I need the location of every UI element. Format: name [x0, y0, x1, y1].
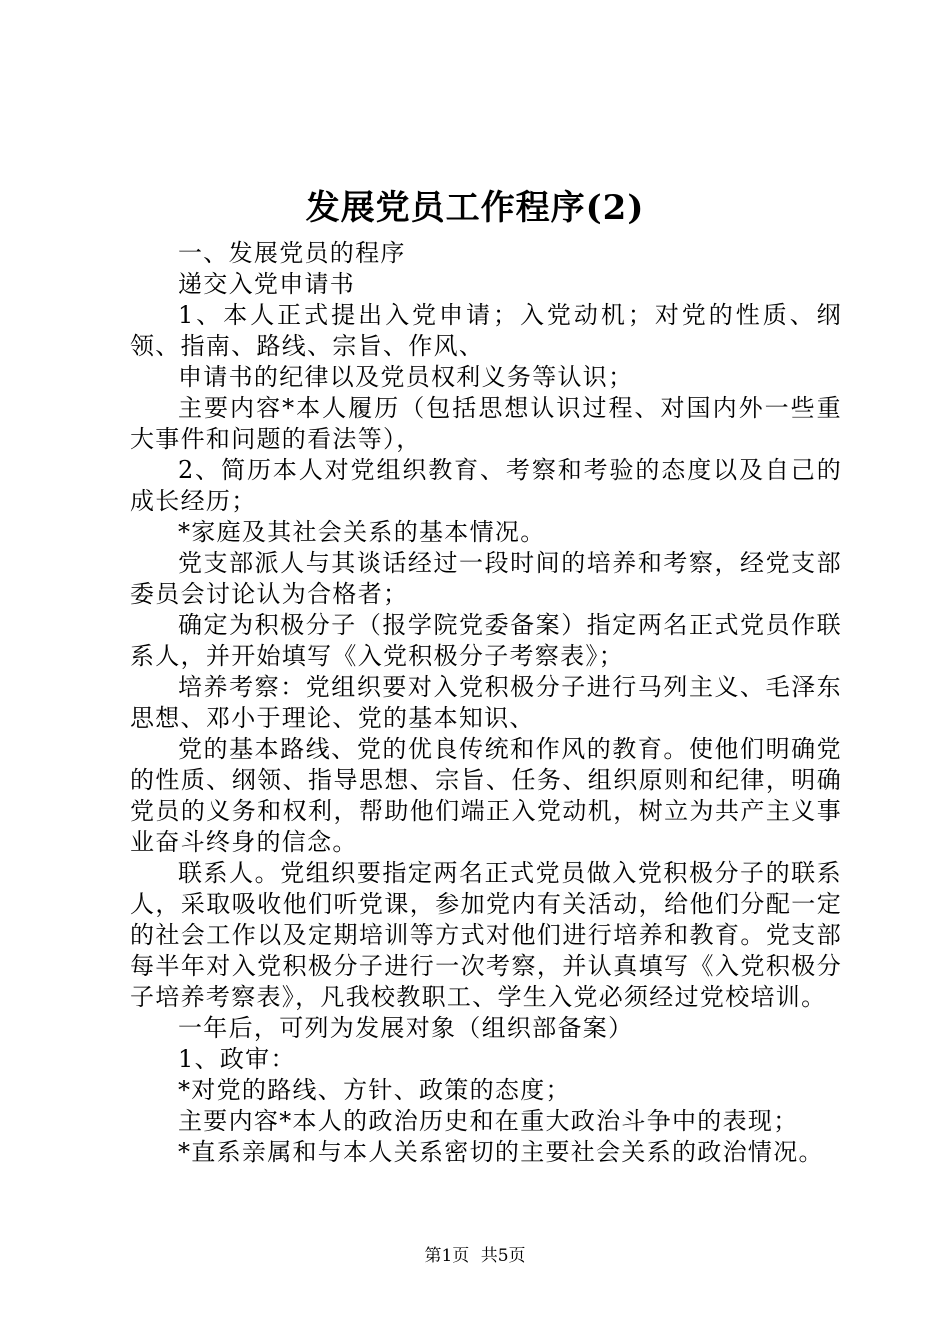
page-footer [0, 1244, 950, 1268]
page-number: 第1页 [424, 1246, 470, 1266]
document-body [130, 238, 842, 1168]
paragraph: 1、本人正式提出入党申请；入党动机；对党的性质、纲领、指南、路线、宗旨、作风、 [130, 301, 842, 360]
paragraph: 主要内容*本人的政治历史和在重大政治斗争中的表现； [178, 1107, 799, 1135]
paragraph: 培养考察：党组织要对入党积极分子进行马列主义、毛泽东思想、邓小于理论、党的基本知识、 [130, 673, 842, 732]
paragraph: *家庭及其社会关系的基本情况。 [178, 518, 546, 546]
paragraph: 递交入党申请书 [178, 270, 356, 298]
paragraph: *对党的路线、方针、政策的态度； [178, 1076, 571, 1104]
paragraph: 申请书的纪律以及党员权利义务等认识； [178, 363, 634, 391]
paragraph: 主要内容*本人履历（包括思想认识过程、对国内外一些重大事件和问题的看法等）， [130, 394, 842, 453]
paragraph: 一、发展党员的程序 [178, 239, 406, 267]
paragraph: 联系人。党组织要指定两名正式党员做入党积极分子的联系人，采取吸收他们听党课，参加党内有关活动，给他们分配一定的社会工作以及定期培训等方式对他们进行培养和教育。党支部每半年对入党积极分子进行一次考察，并认真填写《入党积极分子培养考察表》，凡我校教职工、学生入党必须经过党校培训。 [130, 859, 842, 1011]
paragraph: 一年后，可列为发展对象（组织部备案） [178, 1014, 634, 1042]
paragraph: 确定为积极分子（报学院党委备案）指定两名正式党员作联系人，并开始填写《入党积极分子考察表》； [130, 611, 842, 670]
paragraph: 党支部派人与其谈话经过一段时间的培养和考察，经党支部委员会讨论认为合格者； [130, 549, 842, 608]
paragraph: 1、政审： [178, 1045, 296, 1073]
document-title: 发展党员工作程序(2) [305, 188, 645, 228]
paragraph: 2、简历本人对党组织教育、考察和考验的态度以及自己的成长经历； [130, 456, 842, 515]
page-total: 共5页 [480, 1246, 526, 1266]
paragraph: 党的基本路线、党的优良传统和作风的教育。使他们明确党的性质、纲领、指导思想、宗旨、任务、组织原则和纪律，明确党员的义务和权利，帮助他们端正入党动机，树立为共产主义事业奋斗终身的信念。 [130, 735, 842, 856]
paragraph: *直系亲属和与本人关系密切的主要社会关系的政治情况。 [178, 1138, 824, 1166]
